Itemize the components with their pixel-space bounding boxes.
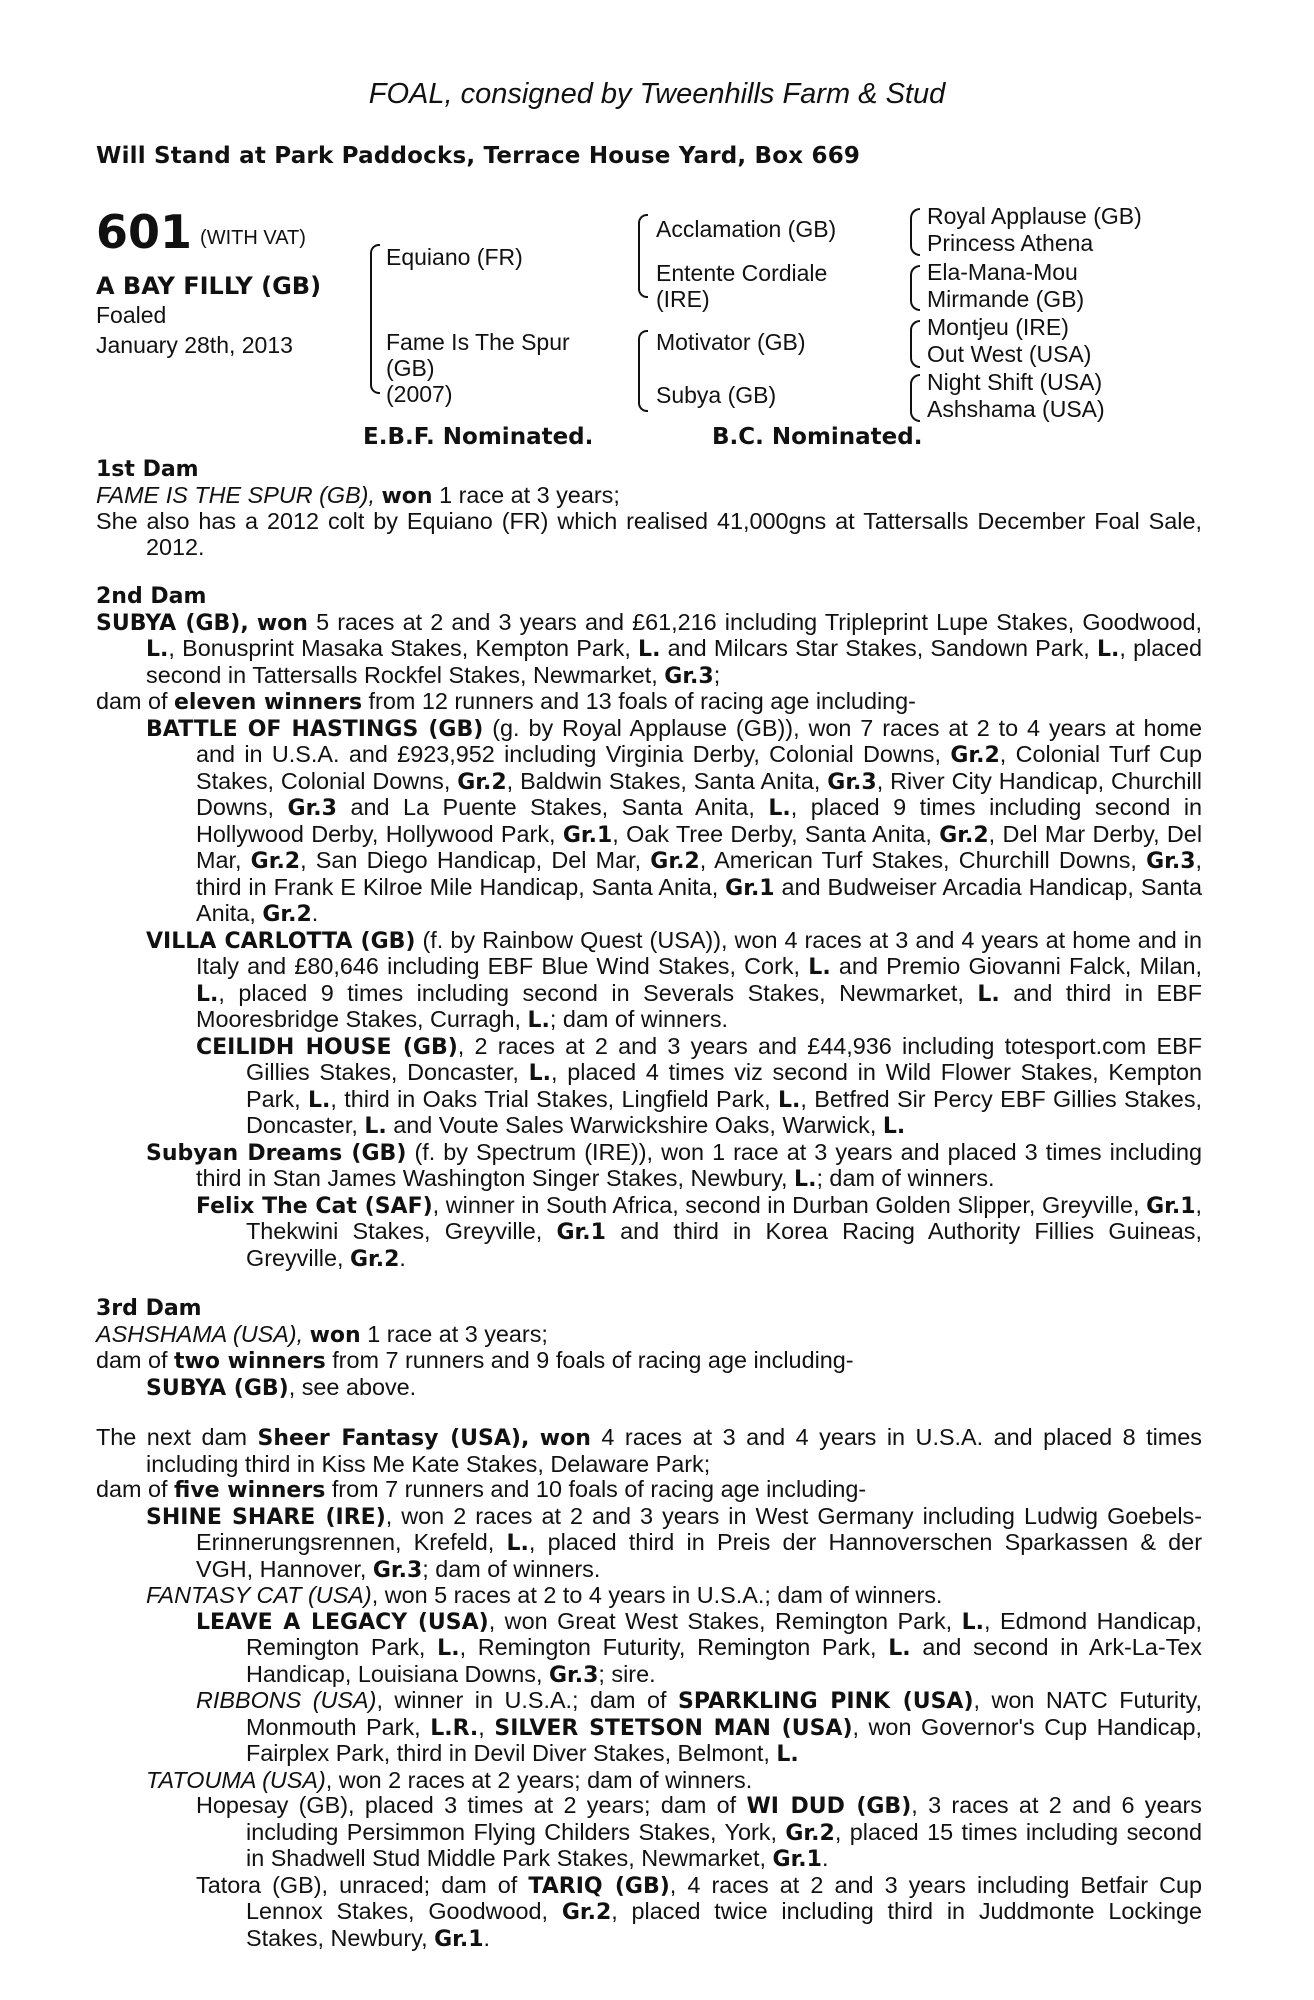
- text: The next dam: [96, 1424, 248, 1450]
- text: ,: [478, 1713, 485, 1740]
- group-2: Gr.2: [349, 1246, 400, 1272]
- listed: L.: [506, 1531, 529, 1556]
- pedigree-dam-dam: Subya (GB): [656, 382, 777, 408]
- next-dam-record: [96, 1425, 1202, 1477]
- text: from 7 runners and 9 foals of racing age including-: [332, 1347, 854, 1373]
- winners-count: five winners: [174, 1478, 326, 1503]
- vat-note: (WITH VAT): [200, 227, 306, 249]
- listed: L.: [794, 1167, 817, 1192]
- text: (f. by Rainbow Quest (USA)), won 4 races at 3 and 4 years at home and in Italy and £80,646 including EBF Blue Wind Stakes, Cork,: [196, 926, 1202, 979]
- listed: L.: [1096, 637, 1120, 662]
- text: ; dam of winners.: [816, 1165, 995, 1191]
- villa-carlotta-record: [96, 928, 1202, 1034]
- horse-name: RIBBONS (USA): [196, 1687, 377, 1713]
- listed: L.: [777, 1087, 801, 1113]
- text: .: [483, 1924, 490, 1951]
- horse-name: SILVER STETSON MAN (USA): [494, 1715, 853, 1741]
- won-label: won: [539, 1426, 591, 1451]
- subya-record: [96, 610, 1202, 690]
- bc-nominated: B.C. Nominated.: [712, 424, 923, 450]
- text: , winner in South Africa, second in Durban Golden Slipper, Greyville,: [432, 1191, 1140, 1218]
- horse-name: SUBYA (GB): [146, 1375, 289, 1401]
- first-dam-produce-note: She also has a 2012 colt by Equiano (FR) which realised 41,000gns at Tattersalls December Foal Sale, 2012.: [96, 508, 1202, 560]
- text: and second in Ark-La-Tex Handicap, Louisiana Downs,: [246, 1634, 1203, 1687]
- pedigree-dsd: Out West (USA): [927, 341, 1092, 367]
- consignor-line: FOAL, consigned by Tweenhills Farm & Stud: [368, 78, 946, 110]
- horse-name: Subyan Dreams (GB): [146, 1140, 407, 1166]
- horse-name: VILLA CARLOTTA (GB): [146, 928, 416, 954]
- tatora-record: [96, 1873, 1202, 1953]
- group-2: Gr.2: [939, 822, 989, 848]
- subyan-dreams-record: [96, 1140, 1202, 1193]
- pedigree-brace-gen2-upper: [638, 214, 648, 298]
- pedigree-sire: Equiano (FR): [386, 244, 523, 270]
- ashshama-produce-summary: [96, 1348, 1202, 1375]
- pedigree-dam-country: (GB): [386, 355, 435, 381]
- race-record: 1 race at 3 years;: [439, 481, 620, 508]
- felix-the-cat-record: [96, 1193, 1202, 1273]
- text: 5 races at 2 and 3 years and £61,216 including Tripleprint Lupe Stakes, Goodwood,: [316, 608, 1203, 635]
- text: Tatora (GB), unraced; dam of: [196, 1871, 518, 1898]
- dam-name: SUBYA (GB),: [96, 610, 249, 636]
- text: , Remington Futurity, Remington Park,: [459, 1634, 877, 1660]
- pedigree-sds: Ela-Mana-Mou: [927, 259, 1078, 285]
- pedigree-sire-dam: [656, 260, 827, 312]
- text: ; sire.: [598, 1660, 656, 1687]
- horse-name: LEAVE A LEGACY (USA): [196, 1609, 489, 1635]
- text: , winner in U.S.A.; dam of: [376, 1687, 667, 1713]
- listed: L.: [888, 1636, 911, 1661]
- text: (f. by Spectrum (IRE)), won 1 race at 3 years and placed 3 times including third in Stan James Washington Singer Stakes, Newbury,: [196, 1138, 1202, 1191]
- text: , Del Mar Derby, Del Mar,: [196, 820, 1203, 873]
- lot-number: 601: [96, 205, 193, 259]
- text: , placed second in Tattersalls Rockfel Stakes, Newmarket,: [146, 635, 1203, 688]
- text: and La Puente Stakes, Santa Anita,: [350, 794, 755, 820]
- text: .: [821, 1845, 829, 1871]
- horse-name: SPARKLING PINK (USA): [678, 1689, 974, 1714]
- ebf-nominated: E.B.F. Nominated.: [363, 424, 594, 450]
- text: , placed 9 times including second in Hollywood Derby, Hollywood Park,: [196, 794, 1203, 847]
- subya-produce-summary: [96, 689, 1202, 716]
- shine-share-record: [96, 1504, 1202, 1584]
- text: , see above.: [288, 1373, 417, 1400]
- text: ; dam of winners.: [422, 1555, 601, 1582]
- text: and third in EBF Mooresbridge Stakes, Curragh,: [196, 979, 1203, 1032]
- text: , won 2 races at 2 and 3 years in West Germany including Ludwig Goebels-Erinnerungsrennen, Krefeld,: [196, 1502, 1202, 1555]
- text: , 3 races at 2 and 6 years including Persimmon Flying Childers Stakes, York,: [246, 1792, 1202, 1845]
- group-3: Gr.3: [1146, 849, 1196, 874]
- text: 4 races at 3 and 4 years in U.S.A. and placed 8 times including third in Kiss Me Kate Stakes, Delaware Park;: [146, 1424, 1202, 1477]
- text: .: [311, 900, 319, 926]
- text: dam of: [96, 1347, 168, 1373]
- second-dam-heading: 2nd Dam: [96, 584, 207, 609]
- text: , won 2 races at 2 years; dam of winners.: [325, 1766, 753, 1793]
- pedigree-brace-gen3-4: [910, 374, 920, 422]
- horse-name: WI DUD (GB): [746, 1794, 912, 1819]
- next-dam-produce-summary: [96, 1477, 1202, 1504]
- subya-crossref: [96, 1375, 1202, 1402]
- text: , third in Oaks Trial Stakes, Lingfield Park,: [330, 1085, 771, 1112]
- text: , third in Frank E Kilroe Mile Handicap, Santa Anita,: [196, 847, 1203, 900]
- pedigree-brace-gen3-3: [910, 320, 920, 368]
- text: , Edmond Handicap, Remington Park,: [246, 1607, 1202, 1660]
- text: , 2 races at 2 and 3 years and £44,936 including totesport.com EBF Gillies Stakes, Doncaster,: [246, 1032, 1202, 1085]
- listed: L.: [768, 796, 791, 821]
- pedigree-brace-gen2-lower: [638, 330, 648, 412]
- text: , San Diego Handicap, Del Mar,: [300, 847, 642, 873]
- produce-record: [96, 445, 1202, 1952]
- pedigree-dss: Montjeu (IRE): [927, 314, 1069, 340]
- pedigree-brace-gen3-2: [910, 265, 920, 311]
- text: , won Great West Stakes, Remington Park,: [488, 1607, 953, 1634]
- group-1: Gr.1: [562, 822, 613, 848]
- text: (g. by Royal Applause (GB)), won 7 races at 2 to 4 years at home and in U.S.A. and £923,952 including Virginia Derby, Colonial Downs,: [196, 714, 1203, 767]
- group-2: Gr.2: [650, 849, 700, 874]
- text: , won NATC Futurity, Monmouth Park,: [246, 1687, 1203, 1740]
- text: , placed twice including third in Juddmonte Lockinge Stakes, Newbury,: [246, 1898, 1203, 1951]
- winners-count: two winners: [174, 1349, 326, 1374]
- fantasy-cat-record: [96, 1583, 1202, 1609]
- lot-heading: [96, 205, 306, 259]
- battle-of-hastings-record: [96, 716, 1202, 928]
- group-2: Gr.2: [785, 1820, 835, 1846]
- text: , Colonial Turf Cup Stakes, Colonial Downs,: [196, 741, 1203, 794]
- pedigree-ddd: Ashshama (USA): [927, 396, 1105, 422]
- text: , placed 4 times viz second in Wild Flower Stakes, Kempton Park,: [246, 1059, 1202, 1112]
- pedigree-sire-sire: Acclamation (GB): [656, 216, 837, 242]
- listed: L.: [808, 955, 831, 980]
- text: and Milcars Star Stakes, Sandown Park,: [667, 635, 1090, 661]
- text: and Budweiser Arcadia Handicap, Santa Anita,: [196, 873, 1202, 926]
- foaled-label: Foaled: [96, 302, 167, 328]
- horse-name: FANTASY CAT (USA): [146, 1582, 372, 1608]
- won-label: won: [381, 483, 433, 509]
- text: and third in Korea Racing Authority Fillies Guineas, Greyville,: [246, 1218, 1202, 1271]
- text: , won Governor's Cup Handicap, Fairplex Park, third in Devil Diver Stakes, Belmont,: [246, 1713, 1202, 1766]
- first-dam-record: [96, 483, 1202, 510]
- pedigree-sire-dam-name: Entente Cordiale: [656, 260, 828, 286]
- pedigree-dam-sire: Motivator (GB): [656, 329, 806, 355]
- pedigree-dam-year: (2007): [386, 381, 453, 407]
- pedigree-brace-gen3-1: [910, 208, 920, 256]
- ribbons-record: [96, 1688, 1202, 1768]
- listed: L.: [307, 1087, 331, 1113]
- group-1: Gr.1: [725, 875, 775, 901]
- listed: L.: [196, 981, 219, 1007]
- group-3: Gr.3: [372, 1557, 423, 1583]
- pedigree-dam: [386, 329, 570, 407]
- listed: L.: [776, 1742, 799, 1767]
- winners-count: eleven winners: [174, 690, 363, 715]
- text: dam of: [96, 688, 168, 714]
- listed: L.: [146, 637, 169, 662]
- listed: L.: [961, 1609, 985, 1635]
- tatouma-record: [96, 1768, 1202, 1794]
- text: , Baldwin Stakes, Santa Anita,: [506, 767, 821, 794]
- horse-name: SHINE SHARE (IRE): [146, 1504, 386, 1530]
- group-1: Gr.1: [1146, 1193, 1196, 1219]
- listed: L.: [638, 637, 661, 662]
- dam-name: FAME IS THE SPUR (GB),: [96, 481, 375, 508]
- group-3: Gr.3: [287, 796, 337, 821]
- ceilidh-house-record: [96, 1034, 1202, 1140]
- horse-name: A BAY FILLY (GB): [96, 272, 322, 300]
- horse-name: TATOUMA (USA): [146, 1766, 326, 1793]
- group-3: Gr.3: [827, 769, 877, 795]
- text: from 7 runners and 10 foals of racing age including-: [331, 1476, 867, 1502]
- leave-a-legacy-record: [96, 1609, 1202, 1689]
- text: , American Turf Stakes, Churchill Downs,: [699, 847, 1137, 873]
- listed: L.: [882, 1114, 906, 1139]
- third-dam-heading: 3rd Dam: [96, 1296, 202, 1321]
- group-3: Gr.3: [664, 663, 714, 689]
- text: , River City Handicap, Churchill Downs,: [196, 767, 1202, 820]
- listed: L.: [528, 1061, 552, 1086]
- listed: L.: [977, 981, 1000, 1007]
- group-1: Gr.1: [556, 1220, 606, 1245]
- text: , Thekwini Stakes, Greyville,: [246, 1191, 1203, 1244]
- text: , Oak Tree Derby, Santa Anita,: [612, 820, 932, 847]
- text: dam of: [96, 1476, 168, 1502]
- text: from 12 runners and 13 foals of racing age including-: [368, 688, 916, 714]
- text: , placed 9 times including second in Severals Stakes, Newmarket,: [218, 979, 964, 1006]
- pedigree-dds: Night Shift (USA): [927, 369, 1103, 395]
- text: .: [399, 1244, 406, 1271]
- pedigree-sdd: Mirmande (GB): [927, 286, 1085, 312]
- group-3: Gr.3: [548, 1662, 599, 1688]
- listed: L.: [527, 1008, 550, 1033]
- won-label: won: [256, 610, 308, 636]
- group-2: Gr.2: [561, 1900, 612, 1925]
- text: ;: [713, 661, 721, 688]
- text: , placed 15 times including second in Shadwell Stud Middle Park Stakes, Newmarket,: [246, 1818, 1203, 1871]
- text: , placed third in Preis der Hannoverschen Sparkassen & der VGH, Hannover,: [196, 1529, 1202, 1582]
- horse-name: CEILIDH HOUSE (GB): [196, 1034, 458, 1060]
- text: , Bonusprint Masaka Stakes, Kempton Park,: [168, 635, 631, 661]
- pedigree-dam-name: Fame Is The Spur: [386, 329, 570, 355]
- pedigree-sire-dam-country: (IRE): [656, 286, 710, 312]
- group-1: Gr.1: [772, 1847, 822, 1872]
- dam-name: ASHSHAMA (USA),: [96, 1320, 304, 1347]
- text: and Premio Giovanni Falck, Milan,: [838, 953, 1203, 979]
- pedigree-ssd: Princess Athena: [927, 230, 1094, 256]
- hopesay-record: [96, 1793, 1202, 1873]
- text: Hopesay (GB), placed 3 times at 2 years; dam of: [196, 1792, 737, 1818]
- group-2: Gr.2: [262, 902, 312, 927]
- text: and Voute Sales Warwickshire Oaks, Warwick,: [393, 1112, 877, 1138]
- group-2: Gr.2: [950, 743, 1000, 768]
- dam-name: Sheer Fantasy (USA),: [257, 1426, 530, 1451]
- listed: L.: [437, 1636, 460, 1661]
- listed-restricted: L.R.: [430, 1715, 479, 1741]
- text: ; dam of winners.: [549, 1006, 729, 1032]
- group-1: Gr.1: [434, 1926, 484, 1952]
- first-dam-heading: 1st Dam: [96, 457, 199, 482]
- won-label: won: [309, 1322, 361, 1348]
- group-2: Gr.2: [250, 849, 301, 874]
- group-2: Gr.2: [457, 769, 507, 795]
- foaled-date: January 28th, 2013: [96, 332, 293, 358]
- horse-name: Felix The Cat (SAF): [196, 1193, 433, 1219]
- text: , 4 races at 2 and 3 years including Betfair Cup Lennox Stakes, Goodwood,: [246, 1871, 1203, 1924]
- ashshama-record: [96, 1322, 1202, 1349]
- horse-name: BATTLE OF HASTINGS (GB): [146, 716, 484, 742]
- text: 1 race at 3 years;: [367, 1320, 548, 1347]
- pedigree-sss: Royal Applause (GB): [927, 203, 1142, 229]
- text: , Betfred Sir Percy EBF Gillies Stakes, Doncaster,: [246, 1085, 1203, 1138]
- horse-name: TARIQ (GB): [528, 1873, 670, 1899]
- listed: L.: [364, 1114, 387, 1139]
- pedigree-brace-gen1: [370, 244, 380, 394]
- stabling-location: Will Stand at Park Paddocks, Terrace House Yard, Box 669: [96, 143, 861, 169]
- text: , won 5 races at 2 to 4 years in U.S.A.; dam of winners.: [371, 1582, 943, 1608]
